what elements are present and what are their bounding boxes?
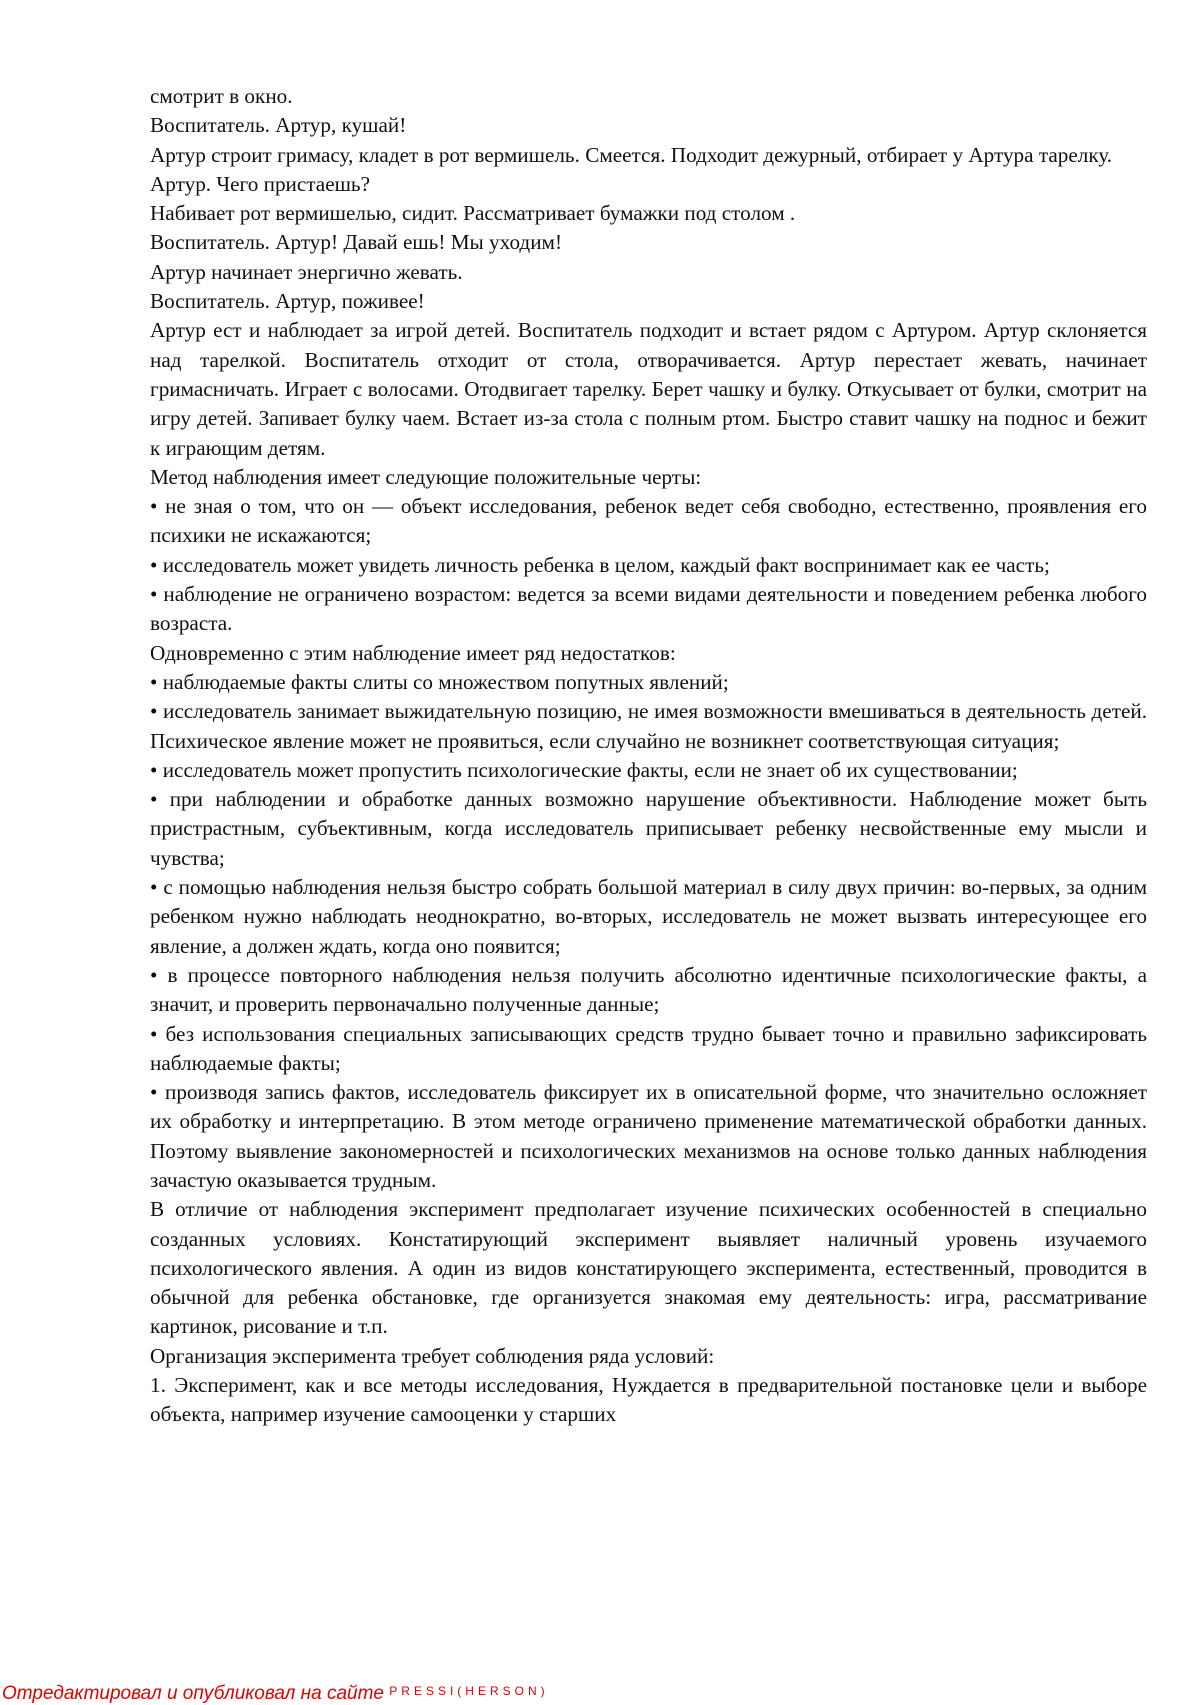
- footer-site-logo: PRESSI(HERSON): [389, 1684, 549, 1698]
- paragraph: • исследователь может увидеть личность ребенка в целом, каждый факт воспринимает как ее часть;: [150, 552, 1050, 577]
- publisher-footer: [2, 1680, 549, 1705]
- paragraph: Воспитатель. Артур, поживее!: [150, 289, 425, 314]
- paragraph: 1. Эксперимент, как и все методы исследования, Нуждается в предварительной постановке цели и выборе объекта, например изучение самооценки у старших: [150, 1373, 1147, 1427]
- paragraph: • без использования специальных записывающих средств трудно бывает точно и правильно зафиксировать наблюдаемые факты;: [150, 1021, 1147, 1075]
- paragraph: • исследователь занимает выжидательную позицию, не имея возможности вмешиваться в деятельность детей. Психическое явление может не проявиться, если случайно не возникнет соответствующая ситуация;: [150, 699, 1147, 753]
- paragraph: • наблюдаемые факты слиты со множеством попутных явлений;: [150, 669, 729, 694]
- paragraph: В отличие от наблюдения эксперимент предполагает изучение психических особенностей в специально созданных условиях. Констатирующий эксперимент выявляет наличный уровень изучаемого психологического явления. А один из видов констатирующего эксперимента, естественный, проводится в обычной для ребенка обстановке, где организуется знакомая ему деятельность: игра, рассматривание картинок, рисование и т.п.: [150, 1197, 1147, 1339]
- paragraph: Метод наблюдения имеет следующие положительные черты:: [150, 464, 702, 489]
- paragraph: • в процессе повторного наблюдения нельзя получить абсолютно идентичные психологические факты, а значит, и проверить первоначально полученные данные;: [150, 962, 1147, 1017]
- paragraph: • исследователь может пропустить психологические факты, если не знает об их существовании;: [150, 757, 1018, 782]
- paragraph: Воспитатель. Артур! Давай ешь! Мы уходим!: [150, 230, 563, 255]
- paragraph: Воспитатель. Артур, кушай!: [150, 113, 407, 138]
- paragraph: • с помощью наблюдения нельзя быстро собрать большой материал в силу двух причин: во-первых, за одним ребенком нужно наблюдать неоднократно, во-вторых, исследователь не может вызвать интересующее его явление, а должен ждать, когда оно появится;: [150, 875, 1147, 958]
- paragraph: смотрит в окно.: [150, 84, 293, 108]
- paragraph: Одновременно с этим наблюдение имеет ряд недостатков:: [150, 640, 676, 665]
- paragraph: Артур строит гримасу, кладет в рот вермишель. Смеется. Подходит дежурный, отбирает у Артура тарелку.: [150, 142, 1113, 167]
- document-body: [150, 82, 1147, 1430]
- paragraph: • наблюдение не ограничено возрастом: ведется за всеми видами деятельности и поведением ребенка любого возраста.: [150, 582, 1147, 636]
- paragraph: Артур. Чего пристаешь?: [150, 171, 370, 196]
- paragraph: Артур ест и наблюдает за игрой детей. Воспитатель подходит и встает рядом с Артуром. Артур склоняется над тарелкой. Воспитатель отходит от стола, отворачивается. Артур перестает жевать, начинает гримасничать. Играет с волосами. Отодвигает тарелку. Берет чашку и булку. Откусывает от булки, смотрит на игру детей. Запивает булку чаем. Встает из-за стола с полным ртом. Быстро ставит чашку на поднос и бежит к играющим детям.: [150, 318, 1147, 460]
- paragraph: • при наблюдении и обработке данных возможно нарушение объективности. Наблюдение может быть пристрастным, субъективным, когда исследователь приписывает ребенку несвойственные ему мысли и чувства;: [150, 787, 1147, 870]
- paragraph: • не зная о том, что он — объект исследования, ребенок ведет себя свободно, естественно, проявления его психики не искажаются;: [150, 494, 1147, 548]
- paragraph: Набивает рот вермишелью, сидит. Рассматривает бумажки под столом .: [150, 201, 796, 226]
- paragraph: Организация эксперимента требует соблюдения ряда условий:: [150, 1343, 715, 1368]
- paragraph: • производя запись фактов, исследователь фиксирует их в описательной форме, что значительно осложняет их обработку и интерпретацию. В этом методе ограничено применение математической обработки данных. Поэтому выявление закономерностей и психологических механизмов на основе только данных наблюдения зачастую оказывается трудным.: [150, 1080, 1147, 1192]
- footer-caption: Отредактировал и опубликовал на сайте: [2, 1683, 384, 1704]
- paragraph: Артур начинает энергично жевать.: [150, 259, 463, 284]
